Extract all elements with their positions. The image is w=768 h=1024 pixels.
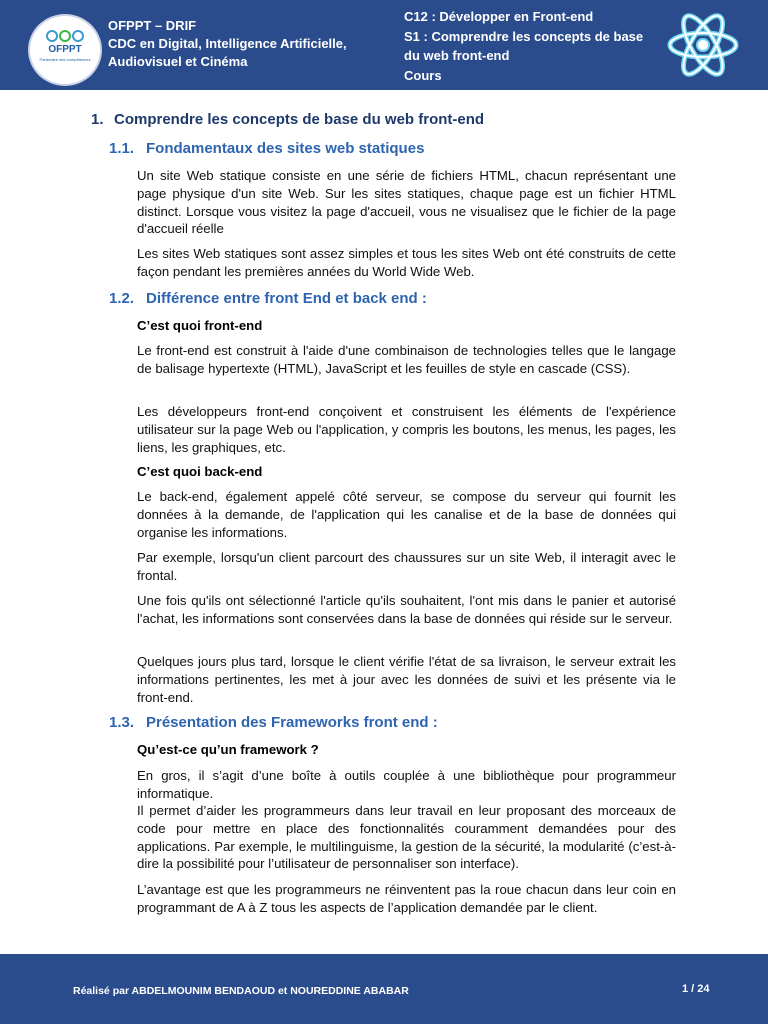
paragraph: Il permet d’aider les programmeurs dans leur travail en leur proposant des morceaux de code pour mettre en place des fonctionnalités couramment demandées pour des applications. Par exemple, le multilinguisme, la gestion de la sécurité, la modularité (c’est-à-dire la possibilité pour l’utilisateur de personnaliser son interface). [137, 803, 676, 872]
ofppt-logo [28, 14, 102, 86]
react-atom-icon [666, 12, 740, 78]
course-line: C12 : Développer en Front-end [404, 9, 594, 24]
page-content [0, 90, 768, 954]
heading-text: Différence entre front End et back end : [146, 290, 427, 307]
org-line: Audiovisuel et Cinéma [108, 54, 248, 69]
footer-author: Réalisé par ABDELMOUNIM BENDAOUD et NOUREDDINE ABABAR [73, 985, 409, 997]
paragraph: Le back-end, également appelé côté serveur, se compose du serveur qui fournit les données à la demande, de l'application qui les canalise et de la base de données qui organise les informations. [137, 489, 676, 540]
subsection-heading-1-1 [109, 140, 424, 157]
org-line: OFPPT – DRIF [108, 18, 197, 33]
heading-text: Fondamentaux des sites web statiques [146, 140, 425, 157]
org-line: CDC en Digital, Intelligence Artificielle, [108, 36, 347, 51]
heading-text: Présentation des Frameworks front end : [146, 714, 438, 731]
paragraph: Les sites Web statiques sont assez simples et tous les sites Web ont été construits de cette façon pendant les premières années du World Wide Web. [137, 246, 676, 279]
subsection-heading-1-3 [109, 714, 438, 731]
subsection-heading-1-2 [109, 290, 427, 307]
paragraph: Un site Web statique consiste en une série de fichiers HTML, chacun représentant une page physique d'un site Web. Sur les sites statiques, chaque page est un fichier HTML distinct. Lorsque vous visitez la page d'accueil, vous ne visualisez que le fichier de la page d'accueil réelle [137, 168, 676, 237]
page-number: 1 / 24 [682, 983, 710, 995]
paragraph: Par exemple, lorsqu'un client parcourt des chaussures sur un site Web, il interagit avec le frontal. [137, 550, 676, 583]
subheading-back-end: C’est quoi back-end [137, 464, 263, 479]
heading-number: 1.2. [109, 290, 135, 307]
heading-number: 1.1. [109, 140, 135, 157]
heading-number: 1.3. [109, 714, 135, 731]
page-footer [0, 954, 768, 1024]
paragraph: Quelques jours plus tard, lorsque le client vérifie l'état de sa livraison, le serveur extrait les informations pertinentes, les met à jour avec les données de suivi et les présente via le front-end. [137, 654, 676, 705]
organization-info [108, 17, 347, 71]
paragraph: Une fois qu'ils ont sélectionné l'article qu'ils souhaitent, l'ont mis dans le panier et autorisé l'achat, les informations sont conservées dans la base de données qui réside sur le serveur. [137, 593, 676, 626]
paragraph: L’avantage est que les programmeurs ne réinventent pas la roue chacun dans leur coin en programmant de A à Z tous les aspects de l’application demandée par le client. [137, 882, 676, 915]
course-line: du web front-end [404, 48, 510, 63]
course-info [404, 7, 660, 85]
course-line: Cours [404, 67, 442, 83]
logo-text: OFPPT [48, 44, 82, 55]
page-header [0, 0, 768, 90]
paragraph: Le front-end est construit à l'aide d'une combinaison de technologies telles que le langage de balisage hypertexte (HTML), JavaScript et les feuilles de style en cascade (CSS). [137, 343, 676, 376]
paragraph: Les développeurs front-end conçoivent et construisent les éléments de l'expérience utilisateur sur la page Web ou l'application, y compris les boutons, les menus, les pages, les liens, les graphiques, etc. [137, 404, 676, 455]
course-line: S1 : Comprendre les concepts de base [404, 28, 644, 44]
heading-text: Comprendre les concepts de base du web front-end [114, 111, 485, 128]
section-heading-1 [91, 111, 484, 128]
paragraph: En gros, il s’agit d’une boîte à outils couplée à une bibliothèque pour programmeur informatique. [137, 768, 676, 801]
subheading-front-end: C’est quoi front-end [137, 318, 263, 333]
heading-number: 1. [91, 111, 104, 128]
subheading-framework: Qu’est-ce qu’un framework ? [137, 742, 319, 757]
logo-tagline: Partenaire des compétences [39, 57, 91, 62]
